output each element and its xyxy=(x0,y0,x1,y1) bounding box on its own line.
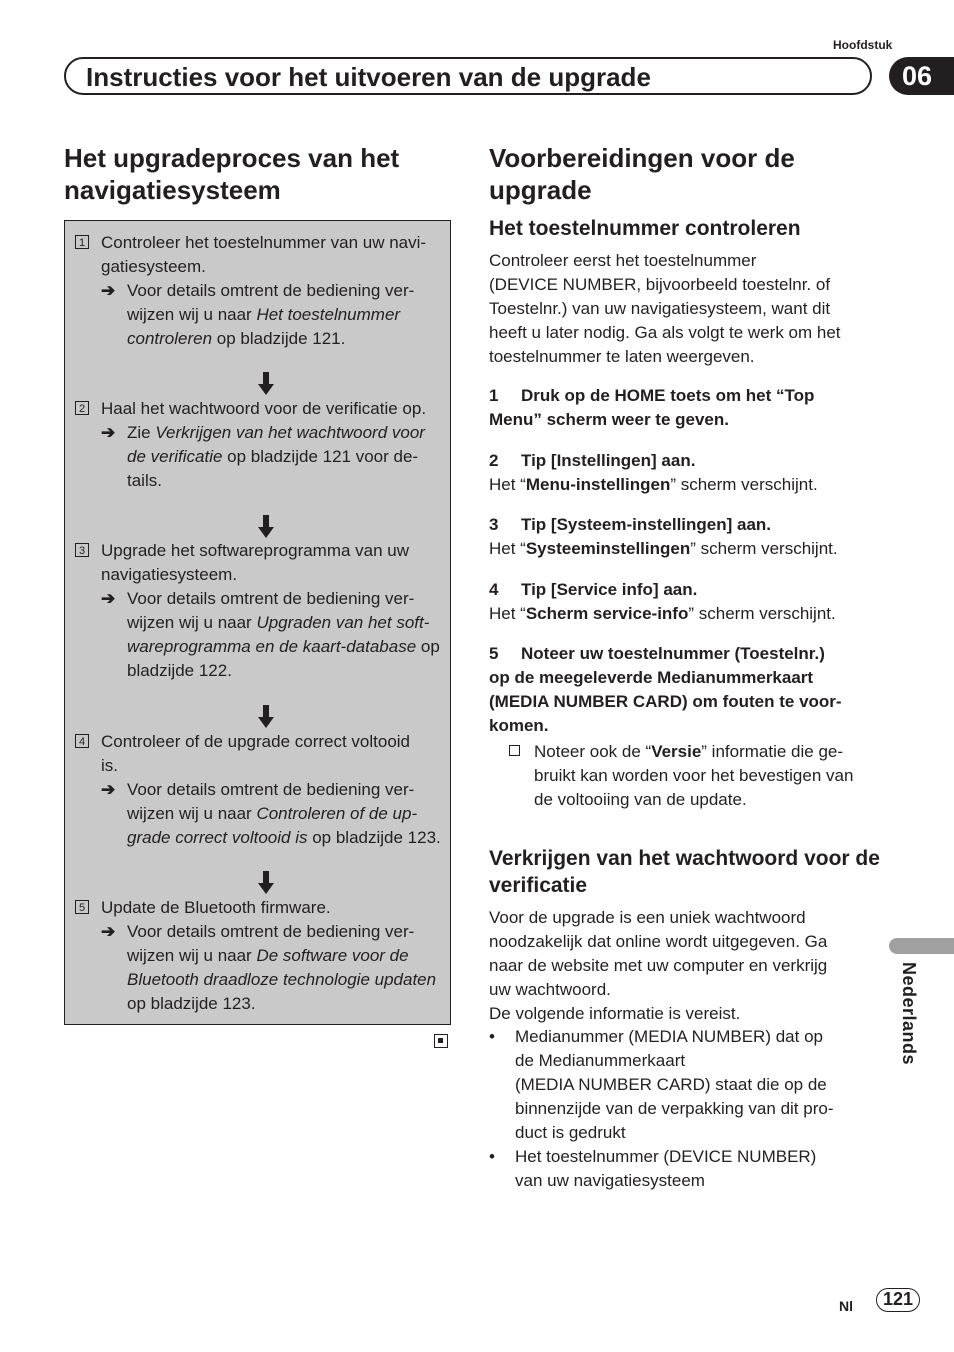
note-text: Voor details omtrent de bediening ver- xyxy=(127,589,415,608)
note-text: bladzijde 122. xyxy=(127,661,232,680)
step-number: 5 xyxy=(75,900,89,914)
bullet-icon: • xyxy=(489,1027,495,1046)
note-ref: Verkrijgen van het wachtwoord voor xyxy=(155,423,425,442)
paragraph-line: uw wachtwoord. xyxy=(489,980,611,999)
instruction-step-4 xyxy=(489,578,884,626)
result-text: Het “ xyxy=(489,604,526,623)
chapter-number-tab: 06 xyxy=(889,57,954,95)
note-text: bruikt kan worden voor het bevestigen van xyxy=(534,766,854,785)
right-heading: Voorbereidingen voor de upgrade xyxy=(489,143,795,205)
step-number: 1 xyxy=(75,235,89,249)
step-text: Tip [Instellingen] aan. xyxy=(521,451,696,470)
step-note xyxy=(101,778,445,850)
step-number: 3 xyxy=(75,543,89,557)
flow-step-1 xyxy=(75,231,445,351)
result-text: ” scherm verschijnt. xyxy=(670,475,818,494)
paragraph-line: Controleer eerst het toestelnummer xyxy=(489,251,757,270)
end-of-section-mark xyxy=(434,1034,448,1048)
note-text: tails. xyxy=(127,471,162,490)
sub-heading-password: Verkrijgen van het wachtwoord voor de verificatie xyxy=(489,847,880,897)
down-arrow-icon xyxy=(258,705,274,729)
note-text: Zie xyxy=(127,423,156,442)
list-text: van uw navigatiesysteem xyxy=(515,1171,705,1190)
note-text: Noteer ook de “ xyxy=(534,742,652,761)
step-number: 5 xyxy=(489,644,499,663)
note-keyword: Versie xyxy=(651,742,702,761)
paragraph-line: Toestelnr.) van uw navigatiesysteem, want dit xyxy=(489,299,831,318)
note-text: wijzen wij u naar xyxy=(127,305,257,324)
list-item xyxy=(489,1145,884,1193)
note-ref: Controleren of de up- xyxy=(256,804,418,823)
result-text: Het “ xyxy=(489,539,526,558)
instruction-step-1 xyxy=(489,384,884,432)
screen-name: Systeeminstellingen xyxy=(525,539,691,558)
note-ref: Upgraden van het soft- xyxy=(256,613,430,632)
paragraph-line: toestelnummer te laten weergeven. xyxy=(489,347,755,366)
instruction-step-2 xyxy=(489,449,884,497)
note-text: op bladzijde 121 voor de- xyxy=(222,447,419,466)
step-note xyxy=(101,920,445,1016)
step-text: Druk op de HOME toets om het “Top xyxy=(521,386,815,405)
step-text: (MEDIA NUMBER CARD) om fouten te voor- xyxy=(489,692,842,711)
password-intro xyxy=(489,906,884,1026)
step-text: Tip [Service info] aan. xyxy=(521,580,698,599)
list-text: binnenzijde van de verpakking van dit pro- xyxy=(515,1099,834,1118)
arrow-right-icon: ➔ xyxy=(101,281,116,300)
list-text: (MEDIA NUMBER CARD) staat die op de xyxy=(515,1075,827,1094)
note-ref: grade correct voltooid is xyxy=(127,828,308,847)
note-ref: wareprogramma en de kaart-database xyxy=(127,637,417,656)
list-text: duct is gedrukt xyxy=(515,1123,626,1142)
step-text: Haal het wachtwoord voor de verificatie op. xyxy=(101,399,427,418)
list-text: de Medianummerkaart xyxy=(515,1051,686,1070)
screen-name: Scherm service-info xyxy=(525,604,689,623)
note-ref: controleren xyxy=(127,329,213,348)
step-text: navigatiesysteem. xyxy=(101,565,238,584)
down-arrow-icon xyxy=(258,515,274,539)
flow-step-3 xyxy=(75,539,445,683)
note-text: wijzen wij u naar xyxy=(127,613,257,632)
note-text: Voor details omtrent de bediening ver- xyxy=(127,922,415,941)
step-number: 1 xyxy=(489,386,499,405)
note-ref: De software voor de xyxy=(256,946,409,965)
down-arrow-icon xyxy=(258,871,274,895)
flow-step-5 xyxy=(75,896,445,1016)
step-text: Menu” scherm weer te geven. xyxy=(489,410,729,429)
note-text: op bladzijde 121. xyxy=(212,329,346,348)
note-ref: de verificatie xyxy=(127,447,223,466)
note-ref: Bluetooth draadloze technologie updaten xyxy=(127,970,437,989)
step-text: Controleer het toestelnummer van uw navi- xyxy=(101,233,427,252)
step-text: Tip [Systeem-instellingen] aan. xyxy=(521,515,772,534)
step-number: 2 xyxy=(75,401,89,415)
note-text: wijzen wij u naar xyxy=(127,946,257,965)
screen-name: Menu-instellingen xyxy=(525,475,671,494)
note-text: wijzen wij u naar xyxy=(127,804,257,823)
flow-step-2 xyxy=(75,397,445,493)
language-side-tab xyxy=(889,938,954,954)
note-text: op bladzijde 123. xyxy=(307,828,441,847)
step-number: 3 xyxy=(489,515,499,534)
list-item xyxy=(489,1025,884,1145)
result-text: ” scherm verschijnt. xyxy=(688,604,836,623)
arrow-right-icon: ➔ xyxy=(101,780,116,799)
note-text: Voor details omtrent de bediening ver- xyxy=(127,780,415,799)
required-info-list xyxy=(489,1025,884,1193)
bullet-icon: • xyxy=(489,1147,495,1166)
note-text: de voltooiing van de update. xyxy=(534,790,747,809)
instruction-step-3 xyxy=(489,513,884,561)
note-text: op xyxy=(416,637,440,656)
arrow-right-icon: ➔ xyxy=(101,589,116,608)
step-note xyxy=(101,587,445,683)
step-text: Controleer of de upgrade correct voltooid xyxy=(101,732,411,751)
paragraph-line: De volgende informatie is vereist. xyxy=(489,1004,741,1023)
chapter-title-bar xyxy=(64,57,872,95)
step-text: op de meegeleverde Medianummerkaart xyxy=(489,668,814,687)
chapter-title: Instructies voor het uitvoeren van de upgrade xyxy=(86,62,651,92)
left-heading: Het upgradeproces van het navigatiesysteem xyxy=(64,143,400,205)
sub-heading-device-number: Het toestelnummer controleren xyxy=(489,217,801,240)
paragraph-line: noodzakelijk dat online wordt uitgegeven. Ga xyxy=(489,932,828,951)
page-number: 121 xyxy=(876,1288,920,1312)
step-note xyxy=(101,279,445,351)
step-number: 4 xyxy=(75,734,89,748)
step-number: 2 xyxy=(489,451,499,470)
note-ref: Het toestelnummer xyxy=(256,305,401,324)
step-text: komen. xyxy=(489,716,549,735)
flow-step-4 xyxy=(75,730,445,850)
arrow-right-icon: ➔ xyxy=(101,423,116,442)
chapter-label: Hoofdstuk xyxy=(833,38,893,52)
note-text: Voor details omtrent de bediening ver- xyxy=(127,281,415,300)
arrow-right-icon: ➔ xyxy=(101,922,116,941)
note-text: op bladzijde 123. xyxy=(127,994,256,1013)
device-number-intro xyxy=(489,249,884,369)
step-text: gatiesysteem. xyxy=(101,257,206,276)
step-note xyxy=(101,421,445,493)
step-text: is. xyxy=(101,756,118,775)
step-note xyxy=(489,740,884,812)
paragraph-line: naar de website met uw computer en verkrijg xyxy=(489,956,828,975)
paragraph-line: heeft u later nodig. Ga als volgt te werk om het xyxy=(489,323,841,342)
instruction-step-5 xyxy=(489,642,884,812)
step-number: 4 xyxy=(489,580,499,599)
step-text: Update de Bluetooth firmware. xyxy=(101,898,331,917)
checkbox-icon xyxy=(509,745,520,756)
note-text: ” informatie die ge- xyxy=(701,742,844,761)
language-side-label: Nederlands xyxy=(899,962,919,1066)
upgrade-flowchart xyxy=(64,220,451,1025)
result-text: ” scherm verschijnt. xyxy=(690,539,838,558)
step-text: Upgrade het softwareprogramma van uw xyxy=(101,541,410,560)
language-code: Nl xyxy=(839,1298,853,1314)
down-arrow-icon xyxy=(258,372,274,396)
step-text: Noteer uw toestelnummer (Toestelnr.) xyxy=(521,644,825,663)
paragraph-line: (DEVICE NUMBER, bijvoorbeeld toestelnr. of xyxy=(489,275,831,294)
result-text: Het “ xyxy=(489,475,526,494)
list-text: Medianummer (MEDIA NUMBER) dat op xyxy=(515,1027,823,1046)
paragraph-line: Voor de upgrade is een uniek wachtwoord xyxy=(489,908,806,927)
list-text: Het toestelnummer (DEVICE NUMBER) xyxy=(515,1147,817,1166)
